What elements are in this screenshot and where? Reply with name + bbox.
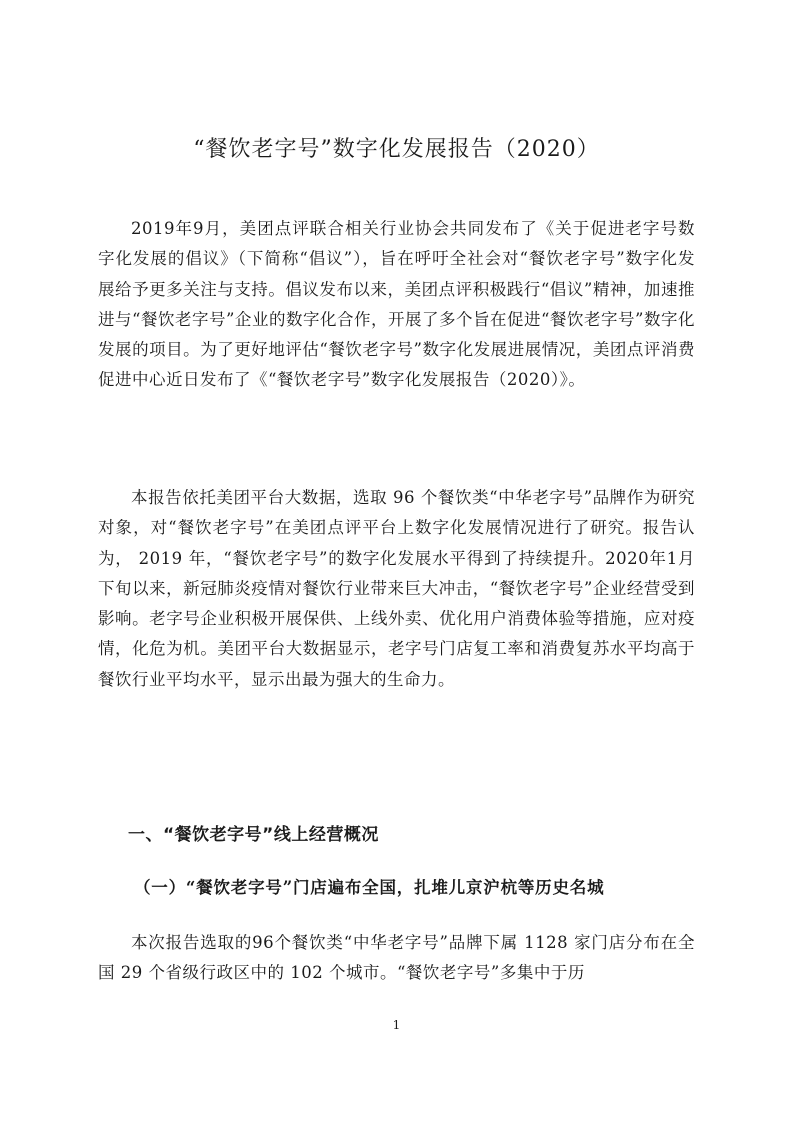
subsection-heading: （一）“餐饮老字号”门店遍布全国，扎堆儿京沪杭等历史名城 <box>134 878 605 897</box>
page-number: 1 <box>392 1018 401 1032</box>
summary-paragraph: 本报告依托美团平台大数据，选取 96 个餐饮类“中华老字号”品牌作为研究对象，对“餐饮老字号”在美团点评平台上数字化发展情况进行了研究。报告认为， 2019 年，“餐饮老字号”的数字化发展水平得到了持续提升。2020年1月下旬以来，新冠肺炎疫情对餐饮行业带来巨大冲击，“餐饮老字号”企业经营受到影响。老字号企业积极开展保供、上线外卖、优化用户消费体验等措施，应对疫情，化危为机。美团平台大数据显示，老字号门店复工率和消费复苏水平均高于餐饮行业平均水平，显示出最为强大的生命力。 <box>98 488 695 689</box>
intro-paragraph: 2019年9月，美团点评联合相关行业协会共同发布了《关于促进老字号数字化发展的倡议》（下简称“倡议”），旨在呼吁全社会对“餐饮老字号”数字化发展给予更多关注与支持。倡议发布以来，美团点评积极践行“倡议”精神，加速推进与“餐饮老字号”企业的数字化合作，开展了多个旨在促进“餐饮老字号”数字化发展的项目。为了更好地评估“餐饮老字号”数字化发展进展情况，美团点评消费促进中心近日发布了《“餐饮老字号”数字化发展报告（2020）》。 <box>98 219 695 390</box>
page-title: “餐饮老字号”数字化发展报告（2020） <box>193 137 600 162</box>
section-paragraph: 本次报告选取的96个餐饮类“中华老字号”品牌下属 1128 家门店分布在全国 29 个省级行政区中的 102 个城市。“餐饮老字号”多集中于历 <box>98 933 695 983</box>
section-heading: 一、“餐饮老字号”线上经营概况 <box>128 825 379 845</box>
